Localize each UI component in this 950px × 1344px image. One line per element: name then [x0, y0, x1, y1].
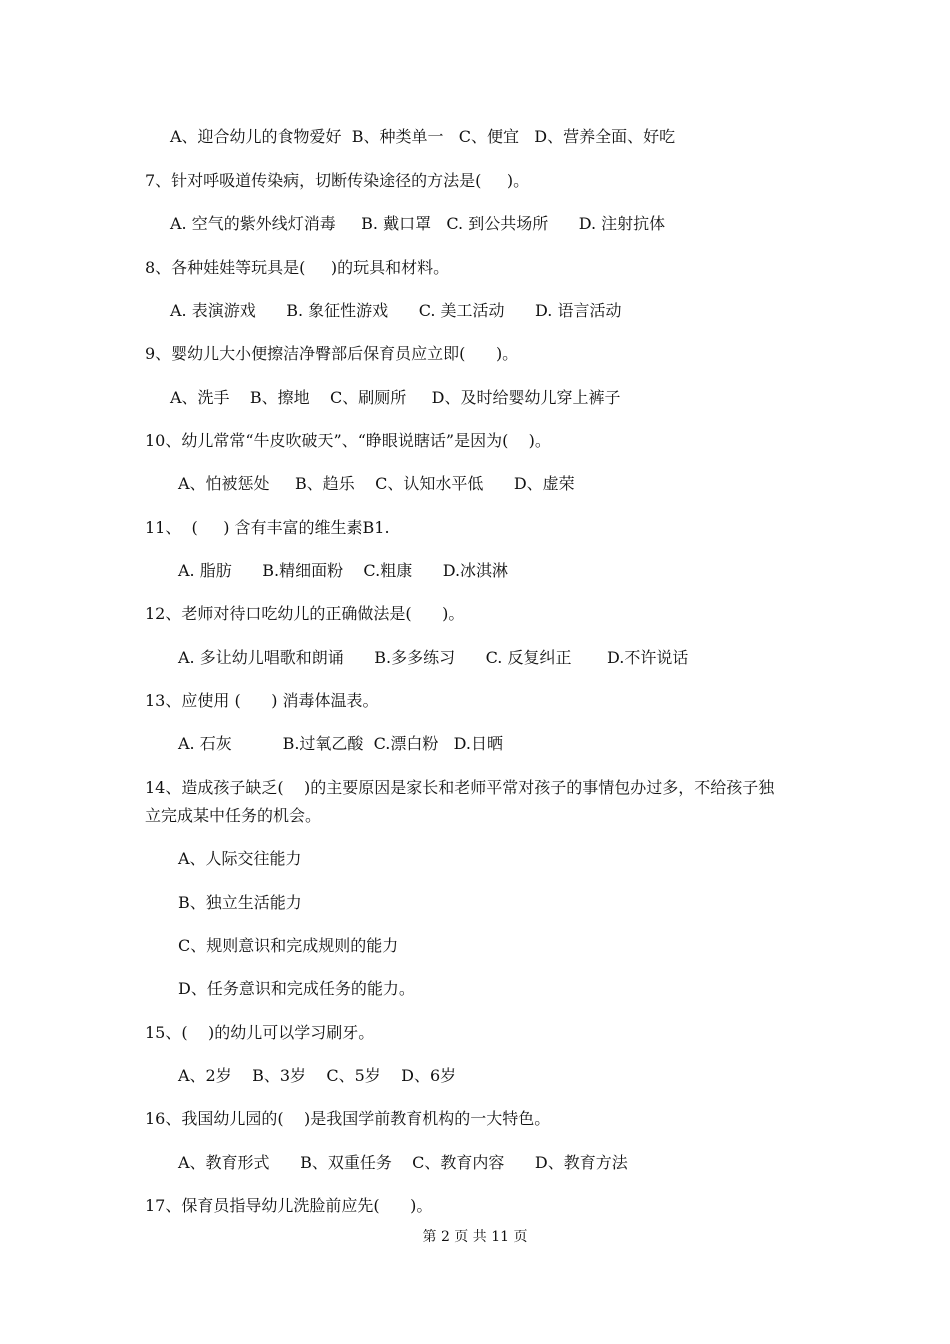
- question-17: 17、保育员指导幼儿洗脸前应先( )。: [145, 1196, 433, 1215]
- q10-options: A、怕被惩处 B、趋乐 C、认知水平低 D、虚荣: [178, 474, 575, 493]
- question-8: 8、各种娃娃等玩具是( )的玩具和材料。: [145, 258, 450, 277]
- q6-options: A、迎合幼儿的食物爱好 B、种类单一 C、便宜 D、营养全面、好吃: [170, 127, 676, 146]
- question-14-cont: 立完成某中任务的机会。: [145, 806, 322, 825]
- q14-option-c: C、规则意识和完成规则的能力: [178, 936, 399, 955]
- q15-options: A、2岁 B、3岁 C、5岁 D、6岁: [178, 1066, 457, 1085]
- q14-option-d: D、任务意识和完成任务的能力。: [178, 979, 415, 998]
- q9-options: A、洗手 B、擦地 C、刷厕所 D、及时给婴幼儿穿上裤子: [170, 388, 621, 407]
- question-9: 9、婴幼儿大小便擦洁净臀部后保育员应立即( )。: [145, 344, 519, 363]
- question-10: 10、幼儿常常“牛皮吹破天”、“睁眼说瞎话”是因为( )。: [145, 431, 551, 450]
- question-16: 16、我国幼儿园的( )是我国学前教育机构的一大特色。: [145, 1109, 551, 1128]
- q14-option-b: B、独立生活能力: [178, 893, 302, 912]
- q11-options: A. 脂肪 B.精细面粉 C.粗康 D.冰淇淋: [178, 561, 509, 580]
- question-15: 15、( )的幼儿可以学习刷牙。: [145, 1023, 375, 1042]
- question-14: 14、造成孩子缺乏( )的主要原因是家长和老师平常对孩子的事情包办过多，不给孩子独: [145, 778, 775, 797]
- q13-options: A. 石灰 B.过氧乙酸 C.漂白粉 D.日晒: [178, 734, 503, 753]
- question-13: 13、应使用 ( ) 消毒体温表。: [145, 691, 379, 710]
- q12-options: A. 多让幼儿唱歌和朗诵 B.多多练习 C. 反复纠正 D.不许说话: [178, 648, 689, 667]
- q16-options: A、教育形式 B、双重任务 C、教育内容 D、教育方法: [178, 1153, 628, 1172]
- q14-option-a: A、人际交往能力: [178, 849, 302, 868]
- page-footer: 第 2 页 共 11 页: [422, 1229, 528, 1245]
- question-7: 7、针对呼吸道传染病，切断传染途径的方法是( )。: [145, 171, 530, 190]
- question-11: 11、 ( ) 含有丰富的维生素B1.: [145, 518, 390, 537]
- q8-options: A. 表演游戏 B. 象征性游戏 C. 美工活动 D. 语言活动: [170, 301, 622, 320]
- q7-options: A. 空气的紫外线灯消毒 B. 戴口罩 C. 到公共场所 D. 注射抗体: [170, 214, 666, 233]
- question-12: 12、老师对待口吃幼儿的正确做法是( )。: [145, 604, 465, 623]
